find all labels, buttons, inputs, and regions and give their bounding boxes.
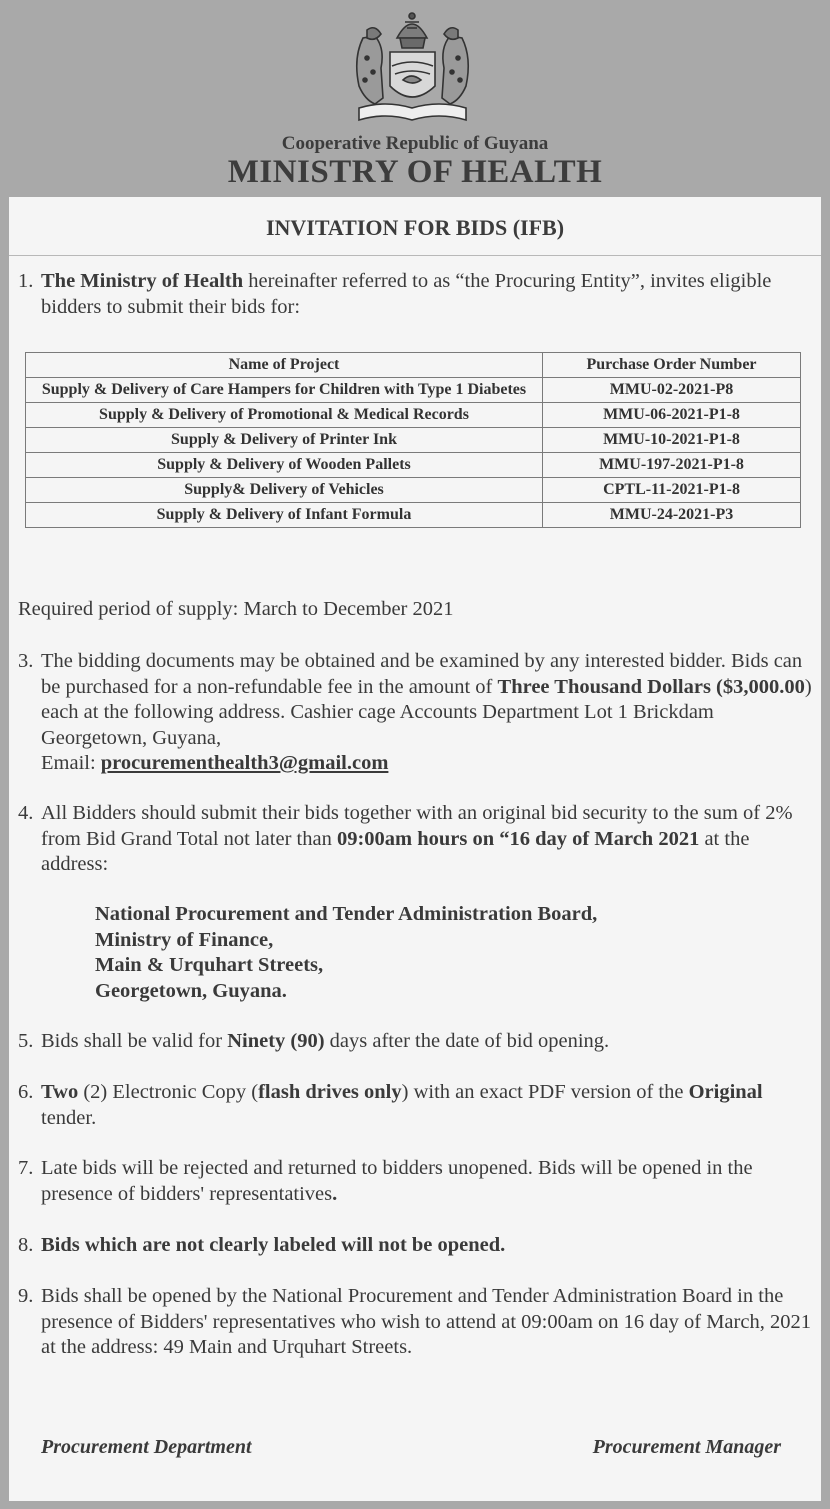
submission-deadline: 09:00am hours on “16 day of March 2021 — [336, 827, 700, 850]
country-name: Cooperative Republic of Guyana — [281, 133, 549, 154]
validity-period: Ninety (90) — [227, 1030, 325, 1052]
paragraph-text: tender. — [41, 1106, 97, 1129]
po-number: MMU-06-2021-P1-8 — [543, 403, 801, 428]
paragraph-text: Bids shall be valid for — [41, 1030, 228, 1052]
project-name: Supply & Delivery of Infant Formula — [26, 503, 543, 528]
paragraph-3 — [18, 649, 818, 777]
paragraph-text: Bids which are not clearly labeled will not be opened. — [41, 1234, 506, 1256]
fee-amount: Three Thousand Dollars ($3,000.00 — [497, 675, 805, 698]
table-row — [26, 428, 801, 453]
paragraph-number: 8. — [18, 1234, 34, 1256]
project-name: Supply & Delivery of Promotional & Medical Records — [26, 403, 543, 428]
address-line: National Procurement and Tender Administration Board, — [95, 903, 598, 925]
signature-right: Procurement Manager — [592, 1436, 781, 1458]
paragraph-text: All Bidders should submit their bids together with an original bid security to the sum of 2% from Bid Grand Total not later than — [41, 802, 793, 850]
table-row — [26, 403, 801, 428]
flash-drives: flash drives only — [258, 1081, 402, 1103]
title-divider — [9, 255, 821, 256]
supply-period: Required period of supply: March to December 2021 — [18, 598, 454, 620]
table-row — [26, 503, 801, 528]
paragraph-text: Bids shall be opened by the National Procurement and Tender Administration Board in the presence of Bidders' representatives who wish to attend at 09:00am on 16 day of March, 2021 at the address: 49 Main and Urquhart Streets. — [41, 1285, 811, 1358]
paragraph-7 — [18, 1156, 818, 1207]
signature-left: Procurement Department — [41, 1436, 252, 1458]
paragraph-8 — [18, 1233, 818, 1259]
projects-table — [25, 352, 801, 528]
po-number: MMU-197-2021-P1-8 — [543, 453, 801, 478]
notice-panel — [9, 197, 821, 1501]
table-row — [26, 478, 801, 503]
column-header-po: Purchase Order Number — [543, 353, 801, 378]
paragraph-number: 6. — [18, 1081, 34, 1103]
email-link[interactable]: procurementhealth3@gmail.com — [100, 752, 389, 774]
po-number: CPTL-11-2021-P1-8 — [543, 478, 801, 503]
po-number: MMU-02-2021-P8 — [543, 378, 801, 403]
address-line: Ministry of Finance, — [95, 928, 274, 951]
paragraph-text: hereinafter referred to as “the Procuring Entity”, invites eligible bidders to submit their bids for: — [41, 270, 772, 318]
paragraph-text: The bidding documents may be obtained and be examined by any interested bidder. Bids can be purchased for a non-refundable fee in the amount of — [41, 650, 803, 698]
project-name: Supply & Delivery of Printer Ink — [26, 428, 543, 453]
original-label: Original — [688, 1081, 763, 1103]
po-number: MMU-10-2021-P1-8 — [543, 428, 801, 453]
paragraph-text: Late bids will be rejected and returned to bidders unopened. Bids will be opened in the presence of bidders' representatives — [41, 1157, 753, 1205]
procuring-entity: The Ministry of Health — [41, 270, 244, 292]
paragraph-text: ) with an exact PDF version of the — [401, 1081, 689, 1103]
table-row — [26, 378, 801, 403]
paragraph-number: 5. — [18, 1030, 34, 1052]
paragraph-text: at the address: — [41, 827, 750, 875]
paragraph-text: (2) Electronic Copy ( — [78, 1081, 259, 1103]
paragraph-text: days after the date of bid opening. — [324, 1030, 610, 1052]
paragraph-number: 3. — [18, 650, 34, 672]
submission-address — [95, 902, 597, 1004]
address-line: Main & Urquhart Streets, — [95, 954, 324, 976]
paragraph-number: 7. — [18, 1157, 34, 1179]
ministry-name: MINISTRY OF HEALTH — [227, 154, 603, 190]
table-row — [26, 453, 801, 478]
address-line: Georgetown, Guyana. — [95, 979, 287, 1002]
project-name: Supply & Delivery of Care Hampers for Children with Type 1 Diabetes — [26, 378, 543, 403]
paragraph-number: 4. — [18, 802, 34, 824]
paragraph-text: ) each at the following address. Cashier cage Accounts Department Lot 1 Brickdam Georgetown, Guyana, — [41, 675, 812, 749]
paragraph-5 — [18, 1029, 818, 1055]
paragraph-4 — [18, 801, 818, 878]
copy-count: Two — [41, 1081, 79, 1103]
paragraph-end-dot: . — [332, 1182, 338, 1205]
paragraph-6 — [18, 1080, 818, 1131]
paragraph-9 — [18, 1284, 818, 1361]
column-header-project: Name of Project — [26, 353, 543, 378]
notice-title: INVITATION FOR BIDS (IFB) — [265, 215, 565, 240]
project-name: Supply & Delivery of Wooden Pallets — [26, 453, 543, 478]
header — [0, 0, 830, 196]
table-header-row — [26, 353, 801, 378]
paragraph-number: 1. — [18, 270, 34, 292]
paragraph-1 — [18, 269, 818, 320]
coat-of-arms-icon — [345, 8, 480, 126]
paragraph-number: 9. — [18, 1285, 34, 1307]
po-number: MMU-24-2021-P3 — [543, 503, 801, 528]
email-label: Email: — [41, 752, 101, 774]
project-name: Supply& Delivery of Vehicles — [26, 478, 543, 503]
